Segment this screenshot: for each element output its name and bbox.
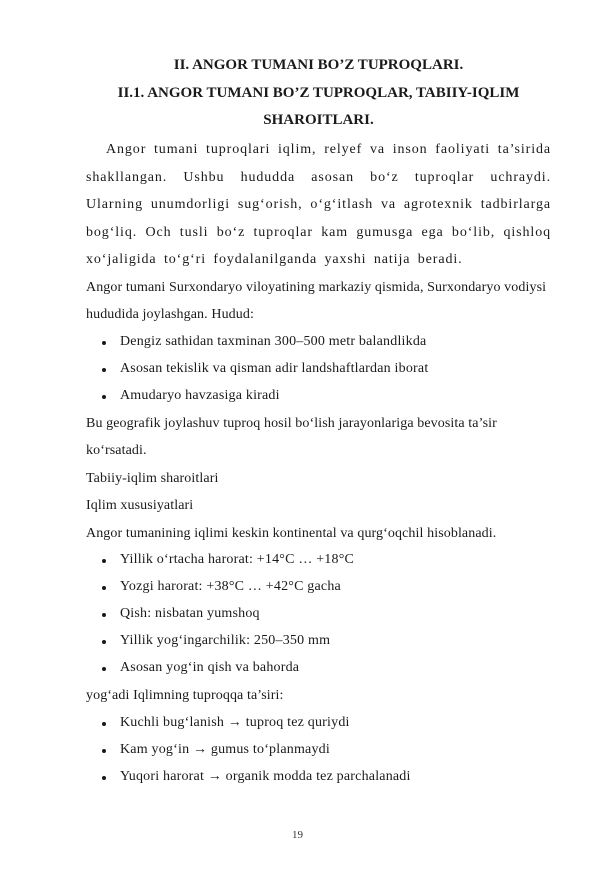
list-item-text: Asosan yog‘in qish va bahorda bbox=[120, 660, 300, 675]
bullet-icon bbox=[102, 613, 106, 617]
bullet-icon bbox=[102, 586, 106, 590]
list-item bbox=[86, 764, 551, 791]
list-item-text: Kuchli bug‘lanish → tuproq tez quriydi bbox=[120, 714, 350, 730]
bullet-icon bbox=[102, 395, 106, 399]
climate-bullet-list bbox=[86, 547, 551, 682]
bullet-icon bbox=[102, 776, 106, 780]
impact-bullet-list bbox=[86, 710, 551, 791]
list-item-text: Yozgi harorat: +38°C … +42°C gacha bbox=[120, 579, 341, 594]
list-item-text: Asosan tekislik va qisman adir landshaftlardan iborat bbox=[120, 360, 429, 376]
bullet-icon bbox=[102, 722, 106, 726]
list-item bbox=[86, 710, 551, 737]
bullet-icon bbox=[102, 640, 106, 644]
climate-subheading: Tabiiy-iqlim sharoitlari bbox=[86, 470, 219, 486]
list-item bbox=[86, 329, 551, 356]
climate-paragraph: Angor tumanining iqlimi keskin kontinental va qurg‘oqchil hisoblanadi. bbox=[86, 525, 497, 541]
document-page bbox=[86, 52, 551, 791]
bullet-icon bbox=[102, 368, 106, 372]
list-item bbox=[86, 737, 551, 764]
page-number: 19 bbox=[292, 829, 303, 841]
list-item bbox=[86, 547, 551, 574]
list-item-text: Dengiz sathidan taxminan 300–500 metr balandlikda bbox=[120, 333, 427, 349]
list-item bbox=[86, 628, 551, 655]
bullet-icon bbox=[102, 341, 106, 345]
list-item bbox=[86, 655, 551, 682]
list-item bbox=[86, 574, 551, 601]
list-item-text: Kam yog‘in → gumus to‘planmaydi bbox=[120, 741, 330, 757]
bullet-icon bbox=[102, 667, 106, 671]
climate-features-subheading: Iqlim xususiyatlari bbox=[86, 498, 194, 513]
list-item bbox=[86, 383, 551, 410]
location-bullet-list bbox=[86, 329, 551, 410]
list-item bbox=[86, 601, 551, 628]
chapter-heading: II. ANGOR TUMANI BO’Z TUPROQLARI. bbox=[173, 57, 464, 73]
list-item-text: Yillik o‘rtacha harorat: +14°C … +18°C bbox=[120, 552, 355, 567]
climate-impact-paragraph: yog‘adi Iqlimning tuproqqa ta’siri: bbox=[86, 688, 284, 703]
list-item-text: Yuqori harorat → organik modda tez parchalanadi bbox=[120, 768, 411, 784]
intro-paragraph: Angor tumani tuproqlari iqlim, relyef va inson faoliyati ta’sirida shakllangan. Ushbu hududda asosan bo‘z tuproqlar uchraydi. Ularning unumdorligi sug‘orish, o‘g‘itlash va agrotexnik tadbirlarga bog‘liq. Och tusli bo‘z tuproqlar kam gumusga ega bo‘lib, qishloq xo‘jaligida to‘g‘ri foydalanilganda yaxshi natija beradi. bbox=[86, 142, 551, 267]
section-heading: II.1. ANGOR TUMANI BO’Z TUPROQLAR, TABIIY-IQLIM SHAROITLARI. bbox=[117, 85, 520, 128]
geography-paragraph: Bu geografik joylashuv tuproq hosil bo‘lish jarayonlariga bevosita ta’sir ko‘rsatadi. bbox=[86, 415, 497, 458]
list-item-text: Qish: nisbatan yumshoq bbox=[120, 606, 260, 621]
list-item-text: Amudaryo havzasiga kiradi bbox=[120, 387, 280, 403]
bullet-icon bbox=[102, 559, 106, 563]
location-paragraph: Angor tumani Surxondaryo viloyatining markaziy qismida, Surxondaryo vodiysi hududida joylashgan. Hudud: bbox=[86, 279, 547, 322]
list-item bbox=[86, 356, 551, 383]
bullet-icon bbox=[102, 749, 106, 753]
list-item-text: Yillik yog‘ingarchilik: 250–350 mm bbox=[120, 633, 331, 648]
